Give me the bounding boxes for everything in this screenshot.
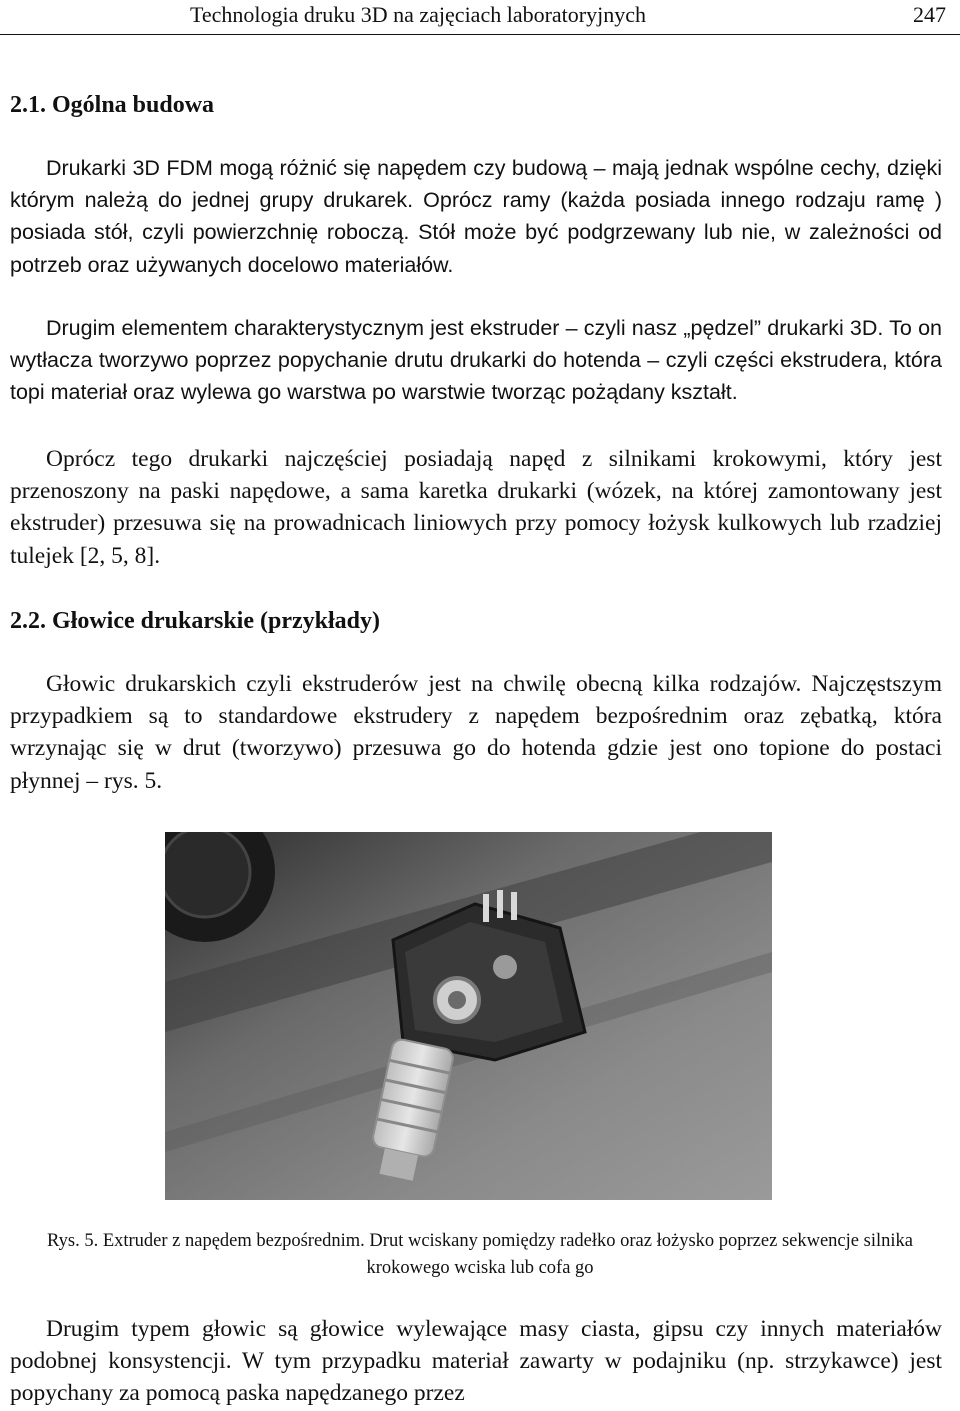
running-title: Technologia druku 3D na zajęciach laboratoryjnych: [190, 2, 646, 27]
running-header: [0, 0, 960, 35]
paragraph-body: Drugim typem głowic są głowice wylewające masy ciasta, gipsu czy innych materiałów podobnej konsystencji. W tym przypadku materiał zawarty w podajniku (np. strzykawce) jest popychany za pomocą paska napędzanego przez: [10, 1316, 942, 1407]
paragraph-body: Drugim elementem charakterystycznym jest ekstruder – czyli nasz „pędzel” drukarki 3D. To on wytłacza tworzywo poprzez popychanie drutu drukarki do hotenda – czyli części ekstrudera, która topi materiał oraz wylewa go warstwa po warstwie tworząc pożądany kształt.: [10, 316, 942, 405]
extruder-photo-icon: [165, 832, 772, 1200]
section-heading-glowice: 2.2. Głowice drukarskie (przykłady): [10, 608, 380, 634]
extruder-photo-illustration: [165, 832, 772, 1200]
paragraph-body: Oprócz tego drukarki najczęściej posiadają napęd z silnikami krokowymi, który jest przenoszony na paski napędowe, a sama karetka drukarki (wózek, na której zamontowany jest ekstruder) przesuwa się na prowadnicach liniowych przy pomocy łożysk kulkowych lub rzadziej tulejek [2, 5, 8].: [10, 446, 942, 569]
section-heading-ogolna-budowa: 2.1. Ogólna budowa: [10, 92, 215, 118]
page-number: 247: [913, 2, 946, 27]
paragraph-body: Głowic drukarskich czyli ekstruderów jest na chwilę obecną kilka rodzajów. Najczęstszym przypadkiem są to standardowe ekstrudery z napędem bezpośrednim oraz zębatką, która wrzynając się w drut (tworzywo) przesuwa go do hotenda gdzie jest ono topione do postaci płynnej – rys. 5.: [10, 671, 942, 794]
paragraph-body: Drukarki 3D FDM mogą różnić się napędem czy budową – mają jednak wspólne cechy, dzięki którym należą do jednej grupy drukarek. Oprócz ramy (każda posiada innego rodzaju ramę ) posiada stół, czyli powierzchnię roboczą. Stół może być podgrzewany lub nie, w zależności od potrzeb oraz używanych docelowo materiałów.: [10, 156, 942, 277]
figure-caption: Rys. 5. Extruder z napędem bezpośrednim. Drut wciskany pomiędzy radełko oraz łożysko poprzez sekwencje silnika krokowego wciska lub cofa go: [47, 1231, 913, 1278]
